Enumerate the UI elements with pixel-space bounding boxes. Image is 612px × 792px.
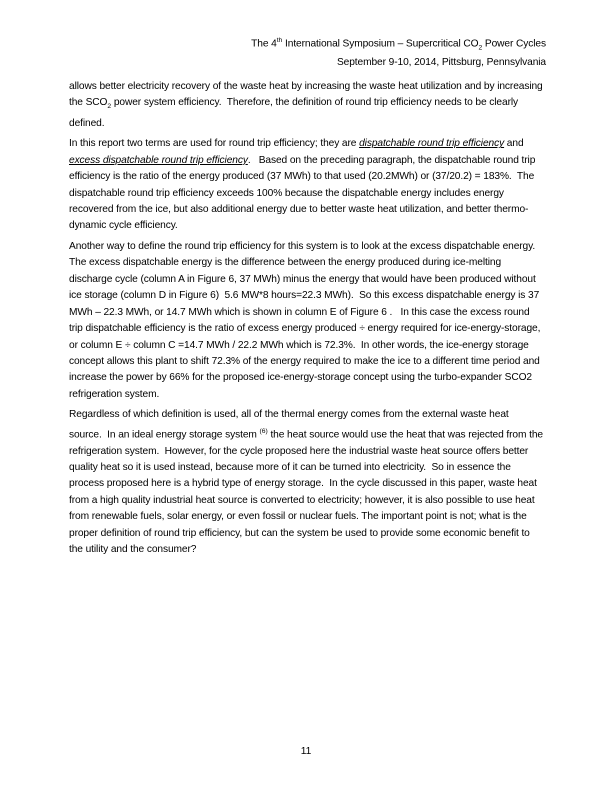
- text-segment: th: [276, 37, 283, 44]
- text-segment: excess dispatchable round trip efficiency: [69, 154, 248, 166]
- paragraph: [69, 239, 544, 403]
- text-segment: 2: [107, 103, 112, 111]
- paragraph: [69, 79, 544, 132]
- page-header: [66, 33, 546, 70]
- paragraph: [69, 136, 544, 234]
- text-segment: (6): [259, 427, 268, 435]
- text-segment: dispatchable round trip efficiency: [359, 138, 505, 150]
- text-segment: The 4: [251, 38, 277, 50]
- text-segment: . Based on the preceding paragraph, the dispatchable round trip efficiency is the ratio of the energy produced (37 MWh) to that used (20.2MWh) or (37/20.2) = 183%. The dispatchable round trip efficiency exceeds 100% because the dispatchable energy includes energy recovered from the ice, but also additional energy due to better waste heat utilization, and better thermo-dynamic cycle efficiency.: [69, 154, 538, 232]
- header-date: September 9-10, 2014, Pittsburg, Pennsylvania: [336, 57, 546, 69]
- paragraph: [69, 407, 544, 558]
- page-number: 11: [300, 746, 312, 757]
- text-segment: allows better electricity recovery of the waste heat by increasing the waste heat utilization and by increasing the SCO: [69, 81, 546, 109]
- text-segment: In this report two terms are used for round trip efficiency; they are: [69, 138, 360, 150]
- document-body: [69, 79, 544, 563]
- header-title: [66, 33, 546, 55]
- text-segment: and: [504, 138, 527, 150]
- text-segment: International Symposium – Supercritical CO: [282, 38, 479, 50]
- text-segment: power system efficiency. Therefore, the definition of round trip efficiency needs to be clearly defined.: [69, 97, 521, 129]
- text-segment: Power Cycles: [482, 38, 546, 50]
- text-segment: Regardless of which definition is used, all of the thermal energy comes from the external waste heat source. In an ideal energy storage system: [69, 409, 512, 441]
- text-segment: 2: [478, 44, 483, 52]
- text-segment: Another way to define the round trip efficiency for this system is to look at the excess dispatchable energy. The excess dispatchable energy is the difference between the energy produced during ice-melting discharge cycle (column A in Figure 6, 37 MWh) minus the energy that would have been produced without ice storage (column D in Figure 6) 5.6 MW*8 hours=22.3 MWh). So this excess dispatchable energy is 37 MWh – 22.3 MWh, or 14.7 MWh which is shown in column E of Figure 6 . In this case the excess round trip dispatchable efficiency is the ratio of excess energy produced ÷ energy required for ice-energy-storage, or column E ÷ column C =14.7 MWh / 22.2 MWh which is 72.3%. In other words, the ice-energy storage concept allows this plant to shift 72.3% of the energy required to make the ice to a different time period and increase the power by 66% for the proposed ice-energy-storage concept using the turbo-expander SCO2 refrigeration system.: [69, 241, 544, 400]
- text-segment: the heat source would use the heat that was rejected from the refrigeration system. However, for the cycle proposed here the industrial waste heat source offers better quality heat so it is used instead, because more of it can be turned into electricity. So in essence the process proposed here is a hybrid type of energy storage. In the cycle discussed in this paper, waste heat from a high quality industrial heat source is converted to electricity; however, it is also possible to use heat from renewable fuels, solar energy, or even fossil or nuclear fuels. The important point is not; what is the proper definition of round trip efficiency, but can the system be used to provide some economic benefit to the utility and the consumer?: [69, 429, 546, 555]
